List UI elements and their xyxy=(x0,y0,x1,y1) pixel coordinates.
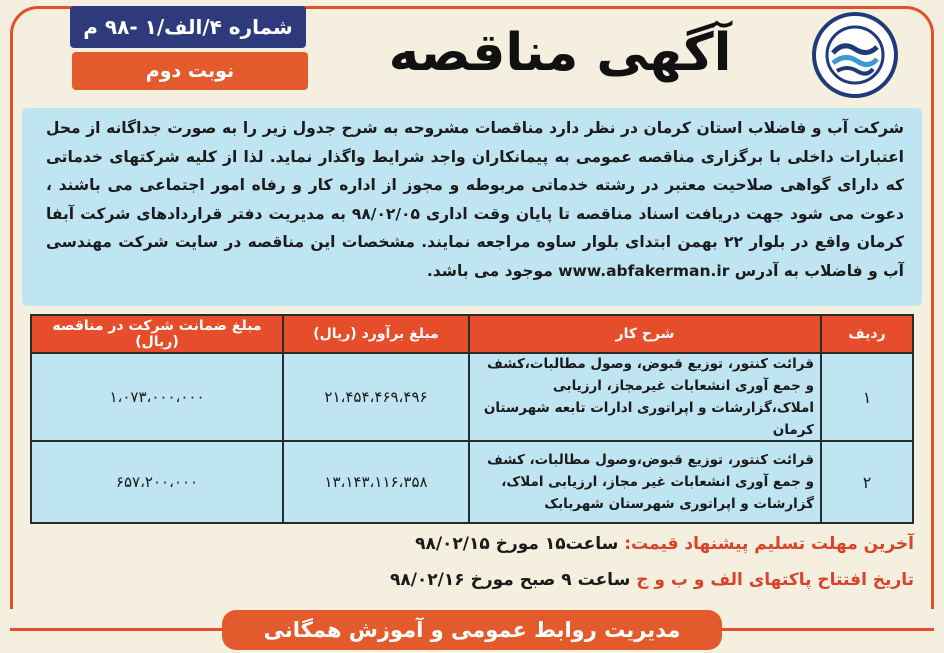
intro-text: شرکت آب و فاضلاب استان کرمان در نظر دارد مناقصات مشروحه به شرح جدول زیر را به صورت جداگانه از محل اعتبارات داخلی با برگزاری مناقصه عمومی به پیمانکاران واجد شرایط واگذار نماید. لذا از کلیه شرکتهای خدماتی که دارای گواهی صلاحیت معتبر در رشته خدماتی مربوطه و مجوز از اداره کار و رفاه امور اجتماعی می باشند ، دعوت می شود جهت دریافت اسناد مناقصه تا پایان وقت اداری ۹۸/۰۲/۰۵ به مدیریت دفتر قراردادهای شرکت آبفا کرمان واقع در بلوار ۲۲ بهمن ابتدای بلوار ساوه مراجعه نمایند. مشخصات این مناقصه در سایت شرکت مهندسی آب و فاضلاب به آدرس xyxy=(46,119,904,280)
envelope-opening-date xyxy=(390,570,914,600)
opening-value: ساعت ۹ صبح مورخ ۹۸/۰۲/۱۶ xyxy=(389,570,637,590)
row-guarantee: ۶۵۷،۲۰۰،۰۰۰ xyxy=(115,473,199,491)
footer-banner: مدیریت روابط عمومی و آموزش همگانی xyxy=(222,610,722,650)
page-title: آگهی مناقصه xyxy=(388,23,732,83)
row-index: ۲ xyxy=(820,442,912,522)
tender-table xyxy=(30,314,914,524)
table-row xyxy=(32,354,912,442)
row-guarantee: ۱،۰۷۳،۰۰۰،۰۰۰ xyxy=(32,354,282,442)
submission-deadline xyxy=(415,534,914,564)
deadline-value: ساعت۱۵ مورخ ۹۸/۰۲/۱۵ xyxy=(415,534,625,554)
table-header-row xyxy=(32,316,912,354)
water-company-logo-icon xyxy=(812,12,898,98)
header-estimate: مبلغ برآورد (ریال) xyxy=(282,316,468,354)
opening-label: تاریخ افتتاح پاکتهای الف و ب و ج xyxy=(636,570,914,590)
row-index: ۱ xyxy=(820,354,912,442)
row-description: قرائت کنتور، توزیع قبوض،وصول مطالبات، کشف و جمع آوری انشعابات غیر مجاز، ارزیابی املاک، گزارشات و اپراتوری شهرستان شهربابک xyxy=(468,442,820,522)
deadline-label: آخرین مهلت تسلیم پیشنهاد قیمت: xyxy=(624,534,914,554)
right-frame-border xyxy=(931,96,934,609)
row-description: قرائت کنتور، توزیع قبوض، وصول مطالبات،کشف و جمع آوری انشعابات غیرمجاز، ارزیابی املاک،گزارشات و اپراتوری ادارات تابعه شهرستان کرمان xyxy=(468,354,820,442)
website-link[interactable]: www.abfakerman.ir xyxy=(558,261,730,280)
row-estimate: ۱۳،۱۴۳،۱۱۶،۳۵۸ xyxy=(282,442,468,522)
intro-paragraph xyxy=(22,108,922,306)
table-row xyxy=(32,442,912,522)
round-badge: نوبت دوم xyxy=(72,52,308,90)
reference-number: شماره ۴/الف/۱ -۹۸ م xyxy=(70,6,306,48)
intro-text-end: موجود می باشد. xyxy=(426,261,553,280)
row-estimate: ۲۱،۴۵۴،۴۶۹،۴۹۶ xyxy=(282,354,468,442)
logo-waves-icon xyxy=(823,23,887,87)
header-index: ردیف xyxy=(820,316,912,354)
left-frame-border xyxy=(10,96,13,609)
header-guarantee: مبلغ ضمانت شرکت در مناقصه (ریال) xyxy=(32,316,282,354)
header-description: شرح کار xyxy=(468,316,820,354)
